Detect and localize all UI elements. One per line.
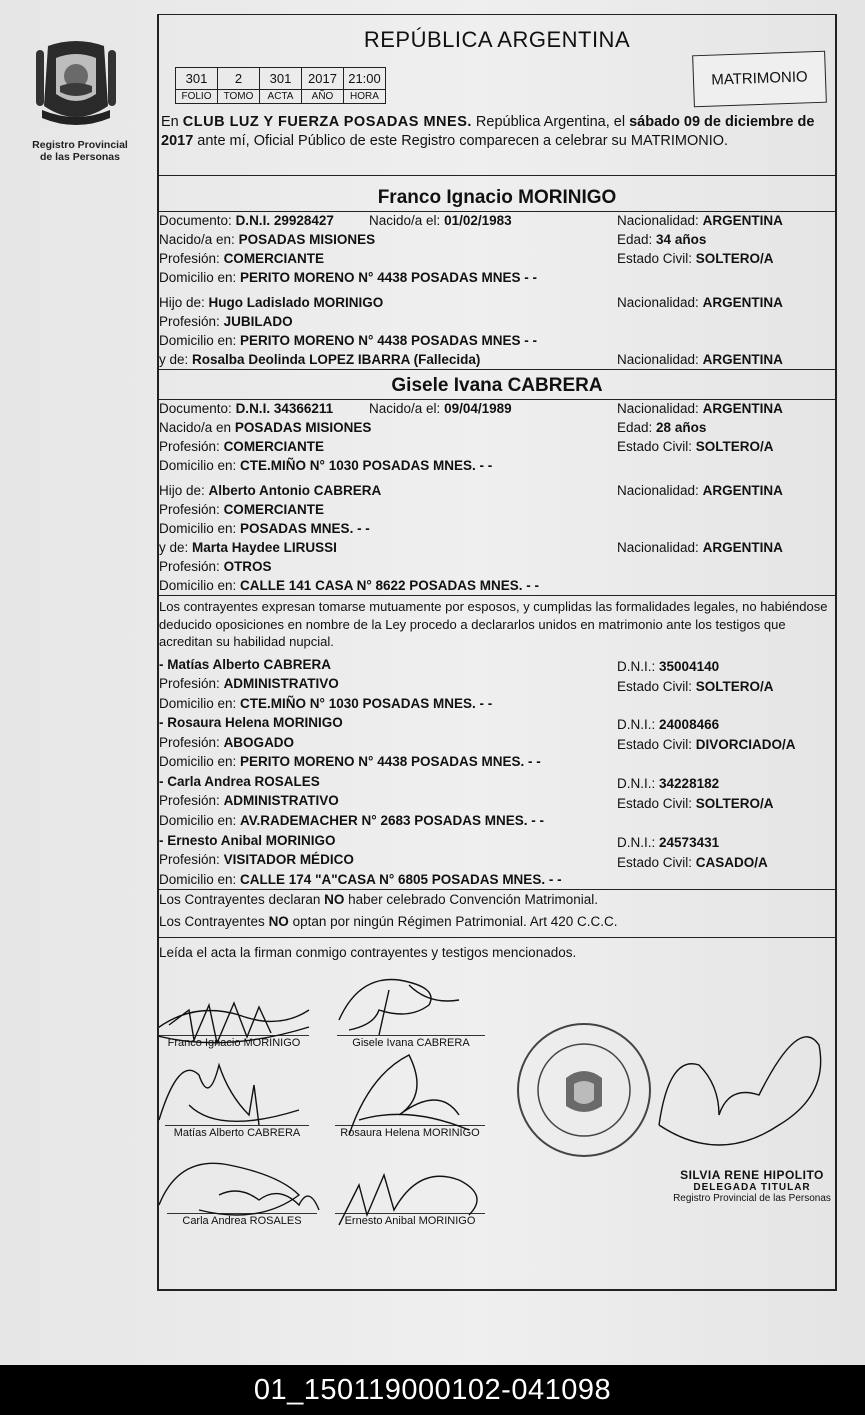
country-title: REPÚBLICA ARGENTINA (363, 27, 631, 52)
misiones-emblem-icon (30, 36, 122, 128)
witness4-name: - Ernesto Anibal MORINIGO (159, 833, 336, 848)
reading-statement: Leída el acta la firman conmigo contrayentes y testigos mencionados. (159, 945, 577, 960)
witness3-name: - Carla Andrea ROSALES (159, 774, 320, 789)
signature-label-carla: Carla Andrea ROSALES (167, 1213, 317, 1227)
signature-label-franco: Franco Ignacio MORINIGO (159, 1035, 309, 1049)
spouse1-age: Edad: 34 años (617, 232, 707, 247)
witness4-profession: Profesión: VISITADOR MÉDICO (159, 852, 354, 867)
witness1-address: Domicilio en: CTE.MIÑO N° 1030 POSADAS MNES. - - (159, 696, 493, 711)
tomo-value: 2 (218, 68, 260, 90)
witness3-profession: Profesión: ADMINISTRATIVO (159, 793, 339, 808)
spouse2-name: Gisele Ivana CABRERA (391, 375, 603, 396)
official-name: SILVIA RENE HIPOLITO (680, 1168, 824, 1182)
spouse2-father-nationality: Nacionalidad: ARGENTINA (617, 483, 783, 498)
spouse1-birthdate: Nacido/a el: 01/02/1983 (369, 213, 512, 228)
spouse2-civil-status: Estado Civil: SOLTERO/A (617, 439, 774, 454)
witness1-dni: D.N.I.: 35004140 (617, 659, 720, 674)
witness2-civil-status: Estado Civil: DIVORCIADO/A (617, 737, 796, 752)
witness4-address: Domicilio en: CALLE 174 "A"CASA N° 6805 POSADAS MNES. - - (159, 872, 562, 887)
registry-logo (30, 36, 130, 163)
hour-value: 21:00 (344, 68, 386, 90)
witness4-dni: D.N.I.: 24573431 (617, 835, 720, 850)
regime-statement: Los Contrayentes NO optan por ningún Régimen Patrimonial. Art 420 C.C.C. (159, 914, 618, 929)
spouse2-mother-nationality: Nacionalidad: ARGENTINA (617, 540, 783, 555)
spouse2-mother: y de: Marta Haydee LIRUSSI (159, 540, 337, 555)
signature-label-gisele: Gisele Ivana CABRERA (337, 1035, 485, 1049)
spouse2-father-address: Domicilio en: POSADAS MNES. - - (159, 521, 370, 536)
signature-label-ernesto: Ernesto Anibal MORINIGO (335, 1213, 485, 1227)
official-block (667, 1168, 837, 1204)
signature-label-matias: Matías Alberto CABRERA (165, 1125, 309, 1139)
spouse1-father-address: Domicilio en: PERITO MORENO N° 4438 POSADAS MNES - - (159, 333, 538, 348)
acta-label: ACTA (260, 90, 302, 104)
official-org: Registro Provincial de las Personas (673, 1193, 831, 1204)
spouse2-profession: Profesión: COMERCIANTE (159, 439, 325, 454)
spouse2-mother-address: Domicilio en: CALLE 141 CASA N° 8622 POSADAS MNES. - - (159, 578, 540, 593)
footer-id-strip: 01_150119000102-041098 (0, 1365, 865, 1415)
registry-seal-icon (514, 1020, 654, 1160)
spouse2-birthplace: Nacido/a en POSADAS MISIONES (159, 420, 372, 435)
logo-caption-1: Registro Provincial (32, 139, 128, 151)
spouse1-father: Hijo de: Hugo Ladislado MORINIGO (159, 295, 384, 310)
intro-text-3: ante mí, Oficial Público de este Registro comparecen a celebrar su MATRIMONIO. (193, 133, 729, 149)
act-type-box: MATRIMONIO (692, 51, 827, 108)
witness1-profession: Profesión: ADMINISTRATIVO (159, 676, 339, 691)
spouse1-mother: y de: Rosalba Deolinda LOPEZ IBARRA (Fallecida) (159, 352, 481, 367)
intro-text-1: En (161, 114, 183, 130)
spouse2-father: Hijo de: Alberto Antonio CABRERA (159, 483, 382, 498)
witness2-profession: Profesión: ABOGADO (159, 735, 295, 750)
spouse1-name: Franco Ignacio MORINIGO (377, 187, 617, 208)
witness3-address: Domicilio en: AV.RADEMACHER N° 2683 POSADAS MNES. - - (159, 813, 545, 828)
witness2-name: - Rosaura Helena MORINIGO (159, 715, 343, 730)
witness4-civil-status: Estado Civil: CASADO/A (617, 855, 768, 870)
spouse1-mother-nationality: Nacionalidad: ARGENTINA (617, 352, 783, 367)
spouse1-document: Documento: D.N.I. 29928427 (159, 213, 334, 228)
signature-label-rosaura: Rosaura Helena MORINIGO (335, 1125, 485, 1139)
witness1-name: - Matías Alberto CABRERA (159, 657, 332, 672)
hour-label: HORA (344, 90, 386, 104)
handwritten-signatures (159, 15, 839, 1292)
spouse2-father-profession: Profesión: COMERCIANTE (159, 502, 325, 517)
witness3-dni: D.N.I.: 34228182 (617, 776, 720, 791)
registry-seal (514, 1020, 654, 1160)
spouse1-birthplace: Nacido/a en: POSADAS MISIONES (159, 232, 376, 247)
spouse1-address: Domicilio en: PERITO MORENO N° 4438 POSADAS MNES - - (159, 270, 538, 285)
folio-label: FOLIO (176, 90, 218, 104)
acta-value: 301 (260, 68, 302, 90)
spouse2-age: Edad: 28 años (617, 420, 707, 435)
ceremony-place: CLUB LUZ Y FUERZA POSADAS MNES. (182, 114, 472, 130)
official-title: DELEGADA TITULAR (693, 1182, 811, 1193)
witness2-dni: D.N.I.: 24008466 (617, 717, 720, 732)
declaration-paragraph: Los contrayentes expresan tomarse mutuamente por esposos, y cumplidas las formalidades legales, no habiéndose deducido oposiciones en nombre de la Ley procedo a declararlos unidos en matrimonio ante los testigos que acreditan su habilidad nupcial. (159, 599, 828, 649)
logo-caption-2: de las Personas (40, 151, 120, 163)
folio-value: 301 (176, 68, 218, 90)
act-form (157, 14, 837, 1291)
tomo-label: TOMO (218, 90, 260, 104)
year-label: AÑO (302, 90, 344, 104)
spouse1-profession: Profesión: COMERCIANTE (159, 251, 325, 266)
witness1-civil-status: Estado Civil: SOLTERO/A (617, 679, 774, 694)
spouse2-mother-profession: Profesión: OTROS (159, 559, 272, 574)
witness3-civil-status: Estado Civil: SOLTERO/A (617, 796, 774, 811)
year-value: 2017 (302, 68, 344, 90)
spouse2-address: Domicilio en: CTE.MIÑO N° 1030 POSADAS MNES. - - (159, 458, 493, 473)
spouse1-father-profession: Profesión: JUBILADO (159, 314, 293, 329)
spouse1-civil-status: Estado Civil: SOLTERO/A (617, 251, 774, 266)
spouse2-nationality: Nacionalidad: ARGENTINA (617, 401, 783, 416)
spouse2-birthdate: Nacido/a el: 09/04/1989 (369, 401, 512, 416)
spouse2-document: Documento: D.N.I. 34366211 (159, 401, 334, 416)
convention-statement: Los Contrayentes declaran NO haber celebrado Convención Matrimonial. (159, 892, 598, 907)
spouse1-nationality: Nacionalidad: ARGENTINA (617, 213, 783, 228)
spouse1-father-nationality: Nacionalidad: ARGENTINA (617, 295, 783, 310)
intro-text-2: República Argentina, el (471, 114, 630, 130)
witness2-address: Domicilio en: PERITO MORENO N° 4438 POSADAS MNES. - - (159, 754, 541, 769)
ceremony-date: sábado 09 de diciembre de 2017 (161, 114, 815, 149)
